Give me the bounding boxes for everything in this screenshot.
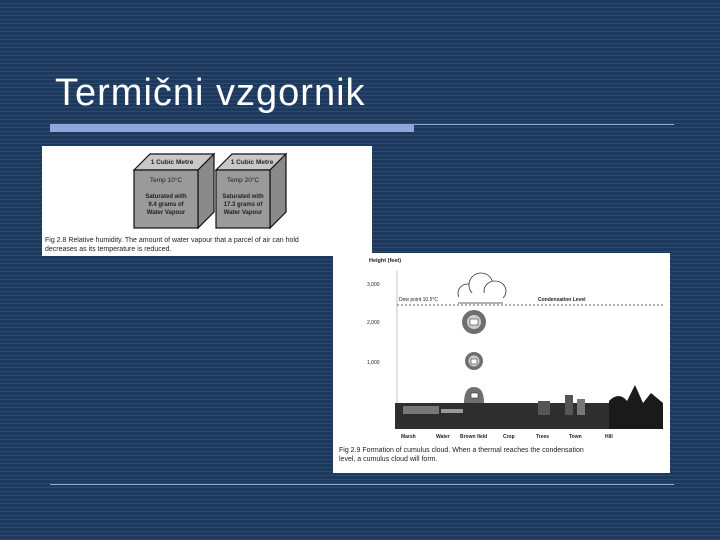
ground-label-brown-field: Brown field bbox=[460, 434, 488, 440]
title-divider-line bbox=[414, 124, 674, 125]
thermal-bubble-icon bbox=[464, 387, 484, 403]
y-tick-2000: 2,000 bbox=[367, 320, 380, 326]
ground-label-hill: Hill bbox=[605, 434, 613, 440]
slide-title: Termični vzgornik bbox=[55, 72, 366, 114]
thermal-bubble-icon bbox=[465, 352, 483, 370]
dew-point-label: Dew point 10.5°C bbox=[399, 297, 438, 303]
ground-label-water: Water bbox=[436, 434, 450, 440]
cube-left-line3: Water Vapour bbox=[146, 210, 186, 216]
cumulus-cloud-icon bbox=[458, 273, 506, 303]
figure-relative-humidity bbox=[42, 146, 372, 256]
cube-right-top-label: 1 Cubic Metre bbox=[230, 159, 274, 166]
figure-1-caption bbox=[45, 236, 371, 254]
cube-left-line2: 9.4 grams of bbox=[148, 202, 184, 208]
ground-label-town: Town bbox=[569, 434, 582, 440]
figure-2-caption bbox=[339, 446, 669, 464]
cube-right bbox=[216, 154, 286, 228]
figure-2-caption-line1: Fig 2.9 Formation of cumulus cloud. When a thermal reaches the condensation bbox=[339, 447, 584, 454]
condensation-level-label: Condensation Level bbox=[538, 297, 586, 303]
cube-right-temp: Temp 20°C bbox=[226, 177, 260, 184]
cube-left-top-label: 1 Cubic Metre bbox=[150, 159, 194, 166]
cube-left-line1: Saturated with bbox=[145, 194, 187, 200]
figure-1-caption-line2: decreases as its temperature is reduced. bbox=[45, 246, 172, 253]
ground-label-trees: Trees bbox=[536, 434, 550, 440]
figure-1-caption-line1: Fig 2.8 Relative humidity. The amount of water vapour that a parcel of air can hold bbox=[45, 237, 299, 244]
cube-left bbox=[134, 154, 214, 228]
y-tick-3000: 3,000 bbox=[367, 282, 380, 288]
y-tick-1000: 1,000 bbox=[367, 360, 380, 366]
figure-2-caption-line2: level, a cumulus cloud will form. bbox=[339, 456, 438, 463]
figure-cumulus-formation bbox=[333, 253, 670, 473]
title-accent-bar bbox=[50, 124, 414, 132]
cube-left-temp: Temp 10°C bbox=[149, 177, 183, 184]
cube-right-line2: 17.3 grams of bbox=[223, 202, 263, 208]
cube-right-line1: Saturated with bbox=[222, 194, 264, 200]
cube-right-line3: Water Vapour bbox=[223, 210, 263, 216]
ground-label-crop: Crop bbox=[503, 434, 515, 440]
cumulus-illustration bbox=[333, 253, 670, 473]
y-axis-label: Height (feet) bbox=[369, 258, 402, 264]
ground-terrain bbox=[395, 385, 663, 429]
footer-divider-line bbox=[50, 484, 674, 485]
thermal-bubble-icon bbox=[462, 310, 486, 334]
ground-label-marsh: Marsh bbox=[401, 434, 416, 440]
